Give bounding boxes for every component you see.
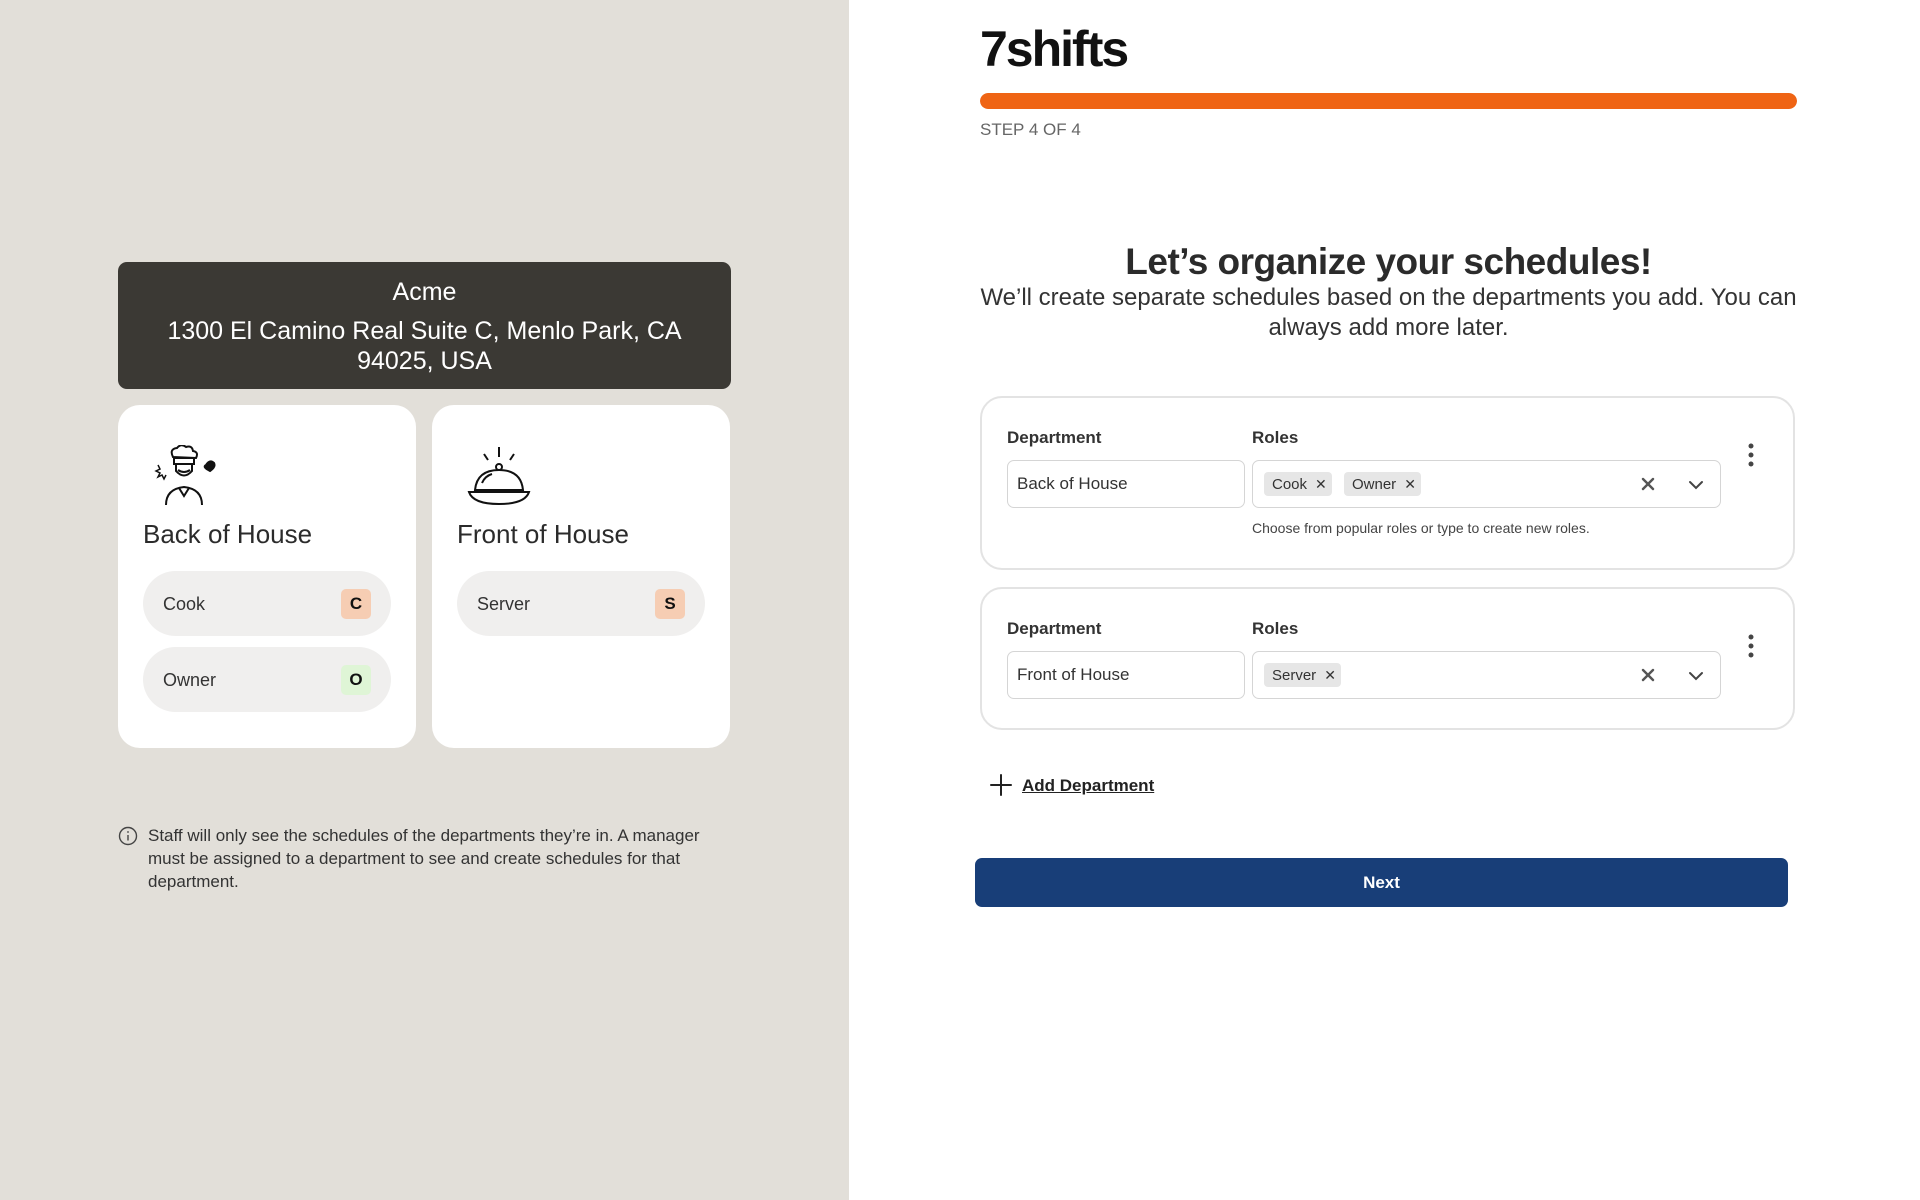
- role-chip-label: Cook: [1272, 476, 1308, 493]
- department-row-card: [980, 587, 1795, 730]
- role-badge: S: [655, 589, 685, 619]
- department-label: Department: [1007, 428, 1102, 447]
- roles-hint: Choose from popular roles or type to create new roles.: [1252, 520, 1590, 536]
- chef-icon: [152, 445, 218, 507]
- info-text: Staff will only see the schedules of the departments they’re in. A manager must be assigned to a department to see and create schedules for that department.: [148, 826, 700, 891]
- more-options-icon[interactable]: [1741, 633, 1761, 659]
- department-name-input[interactable]: [1007, 651, 1245, 699]
- preview-role-name: Owner: [163, 670, 217, 690]
- roles-multiselect[interactable]: [1252, 460, 1721, 508]
- role-chip: [1344, 472, 1421, 496]
- role-badge: O: [341, 665, 371, 695]
- location-name: Acme: [392, 278, 457, 306]
- roles-label: Roles: [1252, 619, 1299, 638]
- role-chip-label: Owner: [1352, 476, 1397, 493]
- location-card: [118, 262, 731, 389]
- more-options-icon[interactable]: [1741, 442, 1761, 468]
- preview-role-pill: [143, 571, 391, 636]
- plus-icon: [990, 774, 1012, 796]
- preview-department-title: Back of House: [143, 519, 313, 549]
- clear-roles-icon[interactable]: [1638, 474, 1658, 494]
- role-chip: [1264, 472, 1332, 496]
- chevron-down-icon[interactable]: [1686, 475, 1706, 495]
- info-icon: [118, 826, 138, 846]
- page-title: Let’s organize your schedules!: [1125, 241, 1652, 282]
- preview-role-pill: [143, 647, 391, 712]
- preview-role-name: Server: [477, 594, 531, 614]
- remove-role-icon[interactable]: ✕: [1315, 476, 1327, 492]
- preview-department-card-boh: [118, 405, 416, 748]
- preview-department-card-foh: [432, 405, 730, 748]
- next-button[interactable]: Next: [975, 858, 1788, 907]
- remove-role-icon[interactable]: ✕: [1404, 476, 1416, 492]
- page-subtitle: We’ll create separate schedules based on the departments you add. You can always add more later.: [980, 284, 1797, 341]
- brand-logo: 7shifts: [980, 21, 1128, 77]
- remove-role-icon[interactable]: ✕: [1324, 667, 1336, 683]
- location-address: 1300 El Camino Real Suite C, Menlo Park, CA 94025, USA: [167, 317, 682, 375]
- role-chip: [1264, 663, 1341, 687]
- department-label: Department: [1007, 619, 1102, 638]
- preview-role-pill: [457, 571, 705, 636]
- preview-department-title: Front of House: [457, 519, 629, 549]
- role-chip-label: Server: [1272, 667, 1317, 684]
- step-label: STEP 4 OF 4: [980, 120, 1081, 139]
- preview-role-name: Cook: [163, 594, 206, 614]
- preview-panel: [0, 0, 849, 1200]
- add-department-label: Add Department: [1022, 776, 1155, 795]
- roles-label: Roles: [1252, 428, 1299, 447]
- cloche-icon: [466, 445, 532, 507]
- role-badge: C: [341, 589, 371, 619]
- progress-bar: [980, 93, 1797, 109]
- department-row-card: [980, 396, 1795, 570]
- clear-roles-icon[interactable]: [1638, 665, 1658, 685]
- roles-multiselect[interactable]: [1252, 651, 1721, 699]
- department-name-input[interactable]: [1007, 460, 1245, 508]
- progress-fill: [980, 93, 1797, 109]
- chevron-down-icon[interactable]: [1686, 666, 1706, 686]
